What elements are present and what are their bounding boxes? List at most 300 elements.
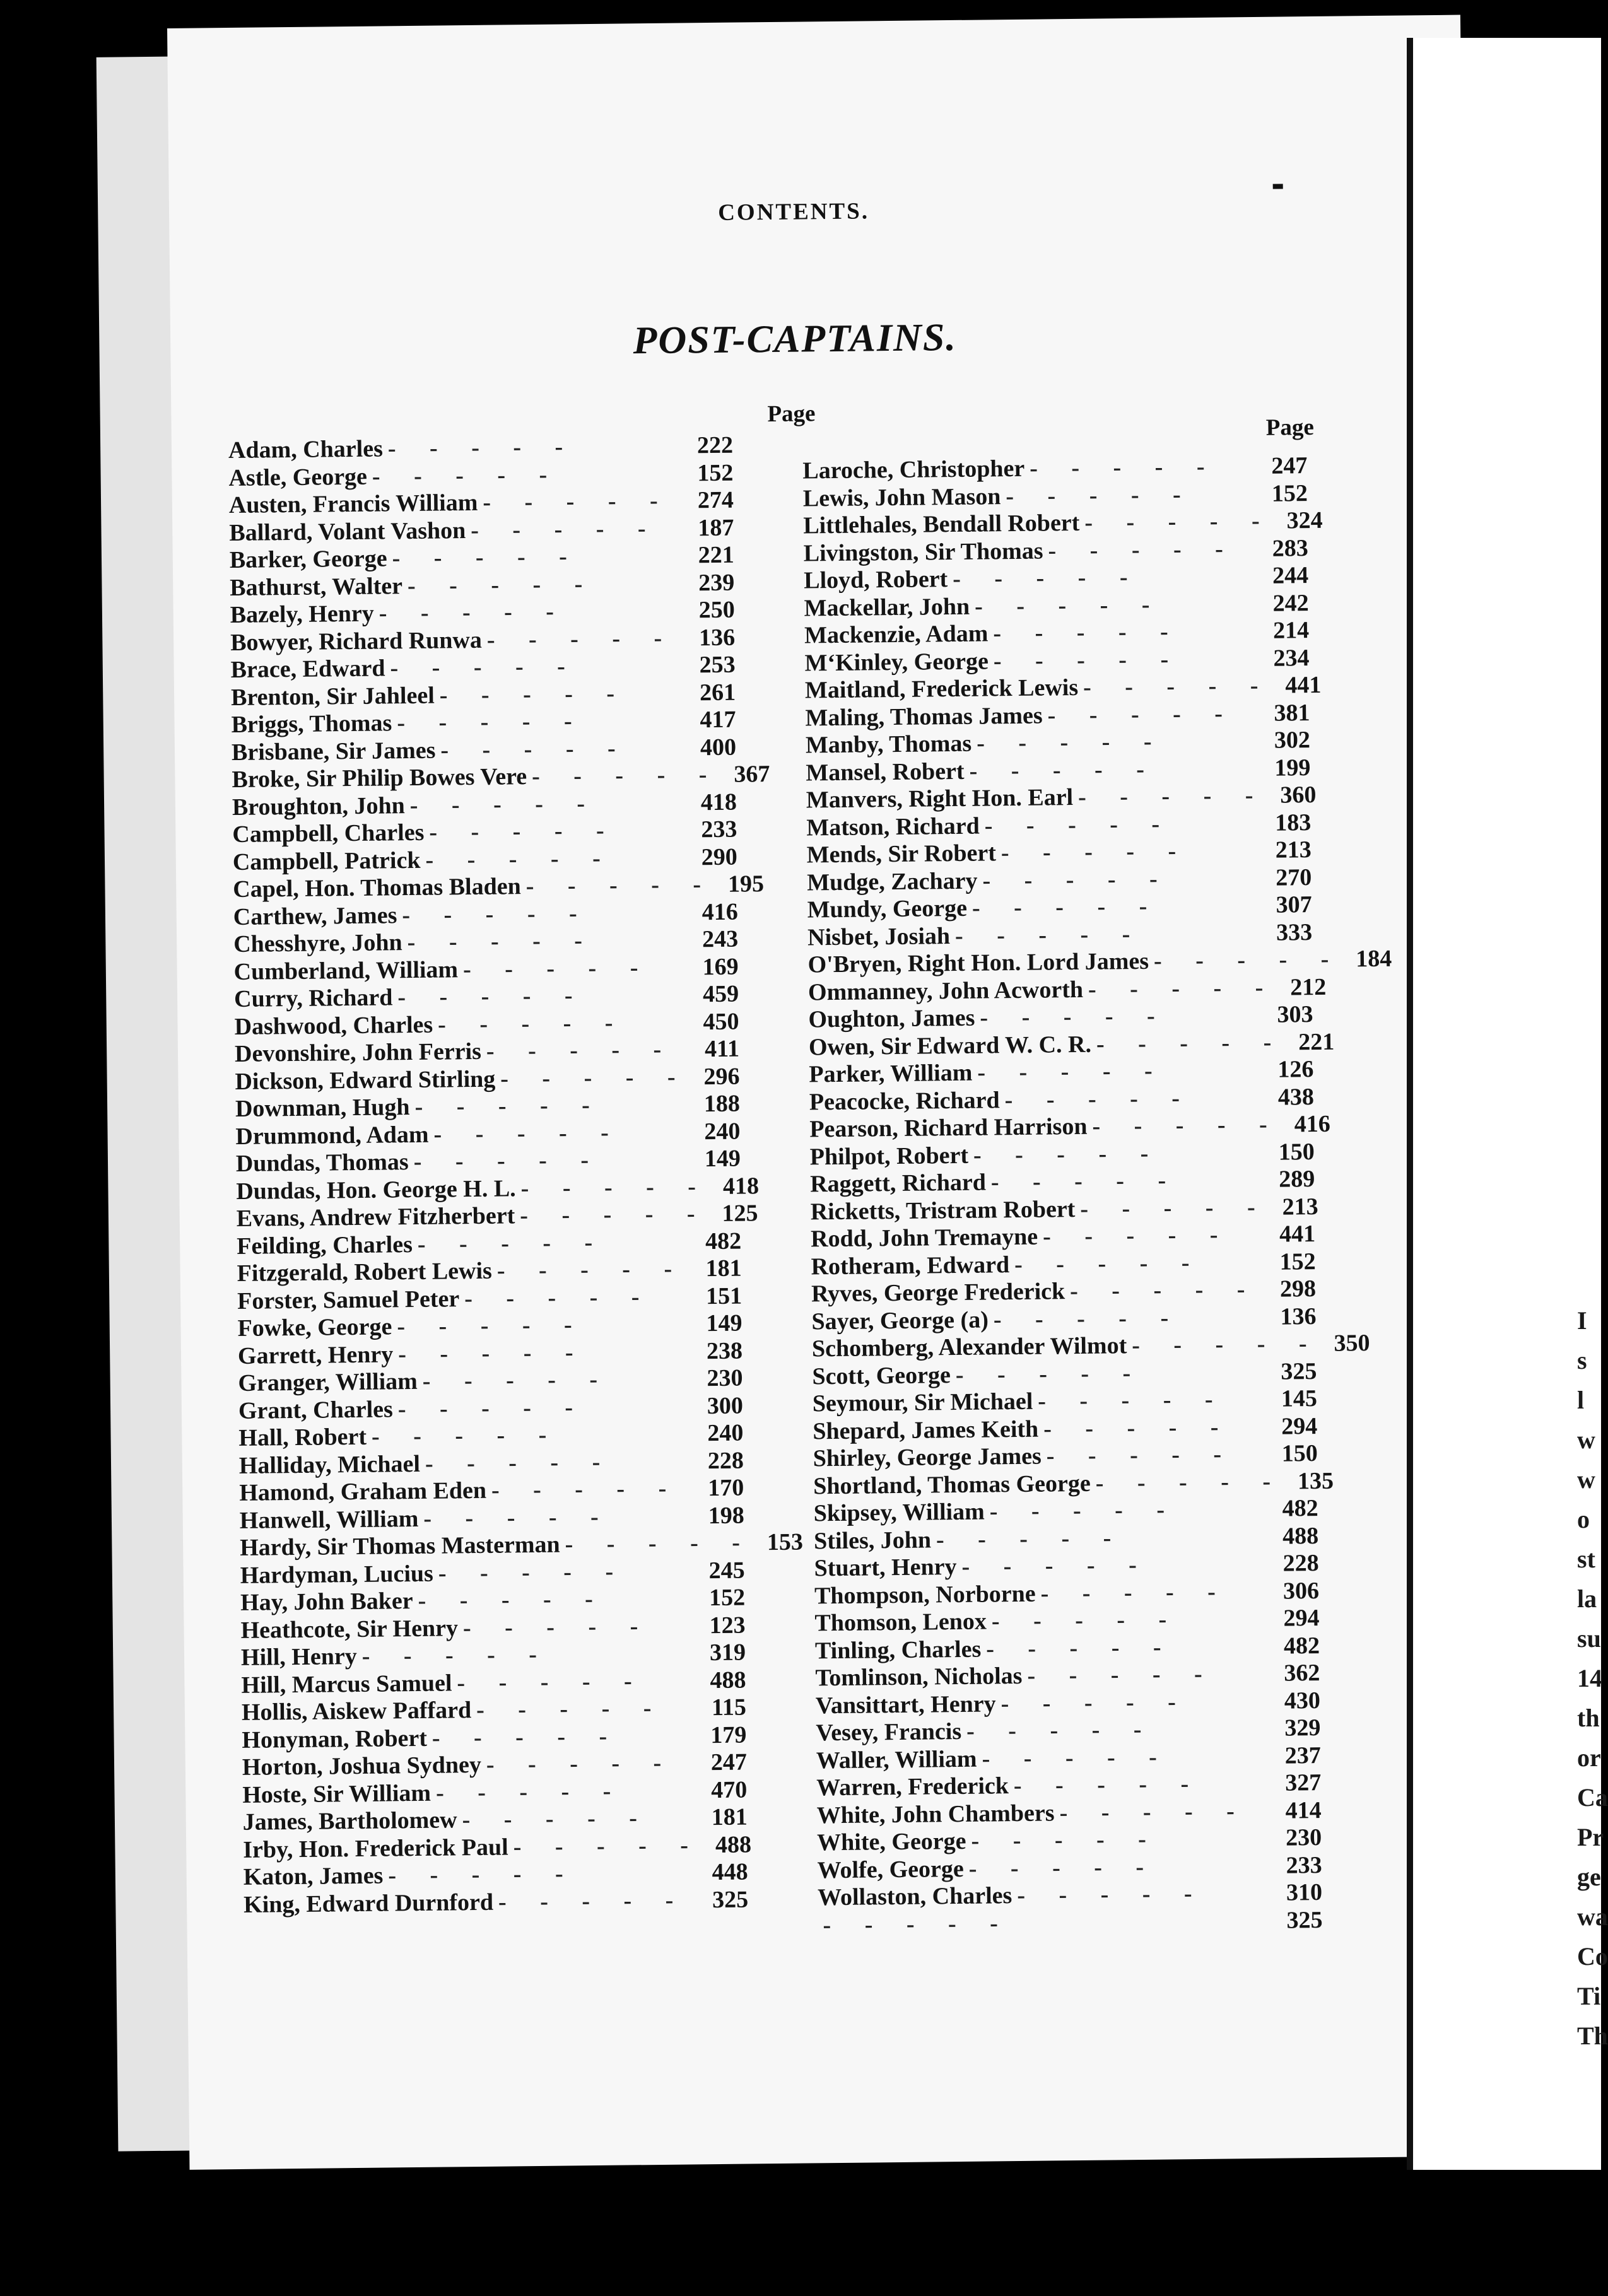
dot-leader: - - - - -	[402, 899, 591, 928]
dot-leader: - - - - -	[1042, 1221, 1232, 1250]
right-page-column-label: Page	[1265, 414, 1314, 441]
entry-page-number: 187	[698, 514, 734, 541]
entry-page-number: 198	[708, 1502, 744, 1529]
dot-leader: - - - - -	[973, 1140, 1163, 1169]
entry-name: Rotheram, Edward	[811, 1251, 1010, 1280]
entry-name: Mackellar, John	[804, 593, 970, 621]
dot-leader: - - - - -	[977, 1057, 1166, 1086]
entry-name: Hay, John Baker	[240, 1588, 413, 1616]
dot-leader: - - - - -	[361, 1641, 551, 1670]
entry-name: White, John Chambers	[816, 1799, 1055, 1829]
entry-page-number: 149	[704, 1145, 741, 1173]
entry-name: Bazely, Henry	[230, 600, 374, 629]
entry-name: Tomlinson, Nicholas	[815, 1662, 1023, 1692]
entry-page-number: 289	[1278, 1166, 1315, 1193]
dot-leader: - - - - -	[1080, 1193, 1269, 1222]
entry-name: Dickson, Edward Stirling	[235, 1065, 496, 1095]
facing-page-text-fragment: su	[1577, 1624, 1601, 1653]
entry-page-number: 416	[1294, 1110, 1330, 1138]
entry-name: Mundy, George	[807, 894, 968, 923]
entry-page-number: 181	[705, 1255, 742, 1282]
entry-page-number: 270	[1275, 864, 1312, 891]
entry-name: Thompson, Norborne	[814, 1580, 1036, 1609]
entry-page-number: 169	[702, 953, 739, 980]
entry-name: Fowke, George	[237, 1313, 392, 1342]
entry-name: Horton, Joshua Sydney	[242, 1751, 482, 1781]
entry-name: Ricketts, Tristram Robert	[810, 1195, 1076, 1225]
dot-leader: - - - - -	[429, 817, 618, 846]
entry-page-number: 300	[707, 1392, 744, 1419]
dot-leader: - - - - -	[982, 1743, 1171, 1772]
dot-leader: - - - - -	[1001, 838, 1190, 867]
entry-page-number: 243	[701, 925, 739, 953]
entry-name: Stuart, Henry	[814, 1554, 957, 1582]
entry-page-number: 360	[1280, 781, 1317, 809]
dot-leader: - - - - -	[1047, 700, 1237, 729]
entry-name: Mends, Sir Robert	[806, 840, 997, 869]
dot-leader: - - - - -	[1069, 1275, 1259, 1305]
dot-leader: - - - - -	[969, 756, 1159, 785]
entry-page-number: 294	[1283, 1605, 1320, 1632]
entry-name: Littlehales, Bendall Robert	[803, 509, 1080, 539]
dot-leader: - - - - -	[1077, 782, 1267, 811]
entry-page-number: 221	[698, 541, 735, 569]
dot-leader: - - - - -	[513, 1831, 703, 1860]
entry-page-number: 212	[1290, 973, 1327, 1000]
printer-mark	[1273, 184, 1283, 189]
dot-leader: - - - - -	[980, 1002, 1169, 1031]
dot-leader: - - - - -	[1083, 672, 1272, 701]
dot-leader: - - - - -	[1004, 1084, 1194, 1113]
dot-leader: - - - - -	[397, 708, 586, 737]
entry-name: Forster, Samuel Peter	[237, 1285, 460, 1315]
entry-page-number: 230	[707, 1364, 743, 1392]
facing-page-text-fragment: w	[1577, 1426, 1595, 1454]
entry-name: Skipsey, William	[813, 1498, 985, 1527]
dot-leader: - - - - -	[1014, 1249, 1204, 1278]
dot-leader: - - - - -	[954, 920, 1144, 949]
dot-leader: - - - - -	[520, 1173, 710, 1202]
entry-name: Bathurst, Walter	[230, 572, 403, 601]
entry-page-number: 302	[1274, 727, 1311, 754]
entry-name: Sayer, George (a)	[811, 1306, 989, 1335]
entry-name: Cumberland, William	[233, 956, 459, 985]
entry-page-number: 213	[1275, 836, 1312, 864]
entry-name: Scott, George	[812, 1361, 951, 1390]
entry-page-number: 325	[712, 1886, 749, 1913]
facing-page-text-fragment: o	[1577, 1505, 1590, 1533]
entry-page-number: 324	[1286, 507, 1323, 534]
entry-page-number: 450	[703, 1008, 739, 1035]
entry-name: Laroche, Christopher	[802, 455, 1025, 484]
entry-name: Katon, James	[243, 1862, 384, 1890]
facing-page-text-fragment: Co	[1577, 1942, 1608, 1971]
entry-page-number: 482	[705, 1227, 742, 1255]
entry-name: Fitzgerald, Robert Lewis	[237, 1257, 493, 1287]
entry-page-number: 126	[1277, 1056, 1314, 1083]
dot-leader: - - - - -	[437, 1009, 627, 1038]
entry-page-number: 153	[766, 1528, 804, 1556]
dot-leader: - - - - -	[961, 1551, 1151, 1580]
entry-page-number: 441	[1279, 1221, 1316, 1248]
entry-page-number: 183	[1275, 809, 1312, 836]
entry-name: Nisbet, Josiah	[807, 922, 951, 951]
facing-page-text-fragment: th	[1577, 1704, 1600, 1732]
dot-leader: - - - - -	[433, 1119, 623, 1148]
entry-name: Waller, William	[816, 1745, 977, 1774]
entry-name: Manby, Thomas	[805, 730, 972, 759]
dot-leader: - - - - -	[1059, 1797, 1249, 1826]
dot-leader: - - - - -	[1048, 535, 1238, 564]
entry-name: Briggs, Thomas	[231, 710, 392, 738]
entry-page-number: 152	[708, 1584, 746, 1612]
entry-page-number: 261	[699, 679, 736, 706]
dot-leader: - - - - -	[1043, 1413, 1233, 1443]
dot-leader: - - - - -	[486, 624, 676, 653]
dot-leader: - - - - -	[413, 1146, 603, 1176]
entry-page-number: 240	[707, 1419, 744, 1447]
entry-page-number: 482	[1282, 1495, 1318, 1522]
dot-leader: - - - - -	[407, 927, 597, 956]
index-entry	[244, 1885, 748, 1918]
entry-page-number: 298	[1279, 1275, 1317, 1303]
dot-leader: - - - - -	[418, 1585, 607, 1614]
right-index-column	[802, 452, 1392, 1938]
dot-leader: - - - - -	[1046, 1441, 1236, 1470]
entry-page-number: 150	[1281, 1440, 1318, 1467]
entry-name: Rodd, John Tremayne	[810, 1223, 1038, 1253]
dot-leader: - - - - -	[372, 461, 561, 490]
entry-name: Austen, Francis William	[228, 489, 478, 519]
entry-page-number: 470	[711, 1776, 748, 1803]
dot-leader: - - - - -	[425, 845, 614, 874]
entry-page-number: 310	[1286, 1878, 1323, 1906]
dot-leader: - - - - -	[982, 865, 1171, 894]
entry-name: Tinling, Charles	[814, 1636, 982, 1664]
entry-page-number: 362	[1284, 1660, 1320, 1687]
dot-leader: - - - - -	[397, 1311, 586, 1340]
contents-page	[167, 15, 1482, 2170]
facing-page-text-fragment: I	[1577, 1306, 1587, 1335]
dot-leader: - - - - -	[498, 1887, 688, 1916]
entry-name: Philpot, Robert	[809, 1142, 969, 1170]
facing-page-text-fragment: 14	[1577, 1664, 1602, 1692]
entry-name: Livingston, Sir Thomas	[803, 537, 1043, 566]
entry-name: Hill, Marcus Samuel	[241, 1669, 452, 1699]
entry-page-number: 400	[700, 734, 737, 761]
dot-leader: - - - - -	[565, 1529, 754, 1558]
dot-leader: - - - - -	[991, 1606, 1181, 1635]
entry-name: Hamond, Graham Eden	[239, 1477, 487, 1506]
dot-leader: - - - - -	[431, 1723, 621, 1752]
entry-page-number: 274	[697, 486, 734, 514]
entry-page-number: 136	[1280, 1303, 1317, 1330]
left-page-column-label: Page	[767, 401, 816, 428]
entry-page-number: 152	[1271, 479, 1308, 507]
entry-name: Campbell, Charles	[232, 819, 425, 848]
entry-name: Brisbane, Sir James	[231, 737, 436, 766]
entry-page-number: 430	[1284, 1687, 1321, 1714]
entry-name: Shortland, Thomas George	[813, 1470, 1091, 1499]
dot-leader: - - - - -	[407, 570, 597, 599]
entry-page-number: 418	[700, 788, 737, 816]
entry-page-number: 222	[696, 431, 734, 459]
entry-page-number: 151	[705, 1282, 742, 1309]
entry-page-number: 350	[1334, 1330, 1370, 1357]
entry-name: Mudge, Zachary	[807, 867, 978, 896]
dot-leader: - - - - -	[1040, 1578, 1230, 1607]
entry-page-number: 416	[701, 898, 738, 925]
entry-page-number: 250	[698, 596, 735, 624]
entry-page-number: 488	[1282, 1522, 1319, 1550]
dot-leader: - - - - -	[977, 728, 1166, 757]
entry-page-number: 327	[1285, 1769, 1322, 1796]
entry-page-number: 238	[706, 1337, 743, 1364]
facing-page-text-fragment: wa	[1577, 1902, 1608, 1931]
entry-page-number: 418	[722, 1172, 760, 1200]
entry-name: Hall, Robert	[238, 1423, 367, 1451]
entry-name: Dundas, Hon. George H. L.	[236, 1174, 516, 1205]
entry-name: Ommanney, John Acworth	[807, 976, 1084, 1005]
dot-leader: - - - - -	[440, 734, 630, 764]
entry-page-number: 417	[700, 706, 736, 734]
dot-leader: - - - - -	[496, 1255, 686, 1284]
dot-leader: - - - - -	[531, 761, 721, 790]
dot-leader: - - - - -	[438, 1558, 628, 1587]
dot-leader: - - - - -	[476, 1694, 666, 1724]
entry-name: Hardy, Sir Thomas Masterman	[240, 1531, 560, 1561]
entry-page-number: 244	[1272, 562, 1309, 589]
dot-leader: - - - - -	[464, 1283, 654, 1312]
dot-leader: - - - - -	[993, 1304, 1183, 1333]
entry-page-number: 195	[727, 870, 765, 898]
entry-page-number: 381	[1274, 699, 1310, 727]
entry-page-number: 448	[712, 1858, 748, 1886]
dot-leader: - - - - -	[1084, 507, 1274, 536]
dot-leader: - - - - -	[1027, 1660, 1216, 1689]
dot-leader: - - - - -	[1096, 1029, 1286, 1058]
dot-leader: - - - - -	[1132, 1330, 1321, 1359]
entry-name: Downman, Hugh	[235, 1094, 410, 1122]
entry-name: Carthew, James	[233, 901, 397, 930]
dot-leader: - - - - -	[1017, 1880, 1206, 1909]
entry-name: Owen, Sir Edward W. C. R.	[808, 1031, 1092, 1060]
dot-leader: - - - - -	[971, 893, 1161, 922]
facing-page-edge	[1407, 38, 1608, 2170]
entry-name: Evans, Andrew Fitzherbert	[236, 1202, 515, 1232]
entry-name: Hill, Henry	[240, 1643, 357, 1671]
dot-leader: - - - - -	[993, 645, 1183, 674]
facing-page-text-fragment: s	[1577, 1346, 1587, 1374]
dot-leader: - - - - -	[936, 1524, 1125, 1553]
entry-name: Grant, Charles	[238, 1395, 394, 1424]
entry-page-number: 234	[1273, 644, 1310, 672]
entry-name: Schomberg, Alexander Wilmot	[811, 1332, 1127, 1362]
dot-leader: - - - - -	[417, 1229, 607, 1258]
dot-leader: - - - - -	[1095, 1468, 1285, 1497]
dot-leader: - - - - -	[1153, 946, 1343, 975]
entry-page-number: 247	[710, 1748, 748, 1776]
facing-page-text-fragment: Th	[1577, 2022, 1608, 2050]
entry-name: Campbell, Patrick	[232, 846, 421, 876]
dot-leader: - - - - -	[390, 653, 580, 682]
dot-leader: - - - - -	[1006, 481, 1195, 510]
dot-leader: - - - - -	[457, 1667, 646, 1696]
entry-name: Honyman, Robert	[242, 1725, 428, 1754]
entry-page-number: 150	[1278, 1138, 1315, 1166]
dot-leader: - - - - -	[397, 982, 587, 1011]
dot-leader: - - - - -	[462, 1612, 652, 1641]
entry-page-number: 170	[708, 1474, 744, 1502]
dot-leader: - - - - -	[993, 618, 1182, 647]
dot-leader: - - - - -	[971, 1825, 1161, 1854]
dot-leader: - - - - -	[968, 1853, 1158, 1882]
entry-page-number: 303	[1277, 1001, 1313, 1028]
entry-name: Astle, George	[228, 463, 368, 491]
entry-name: Drummond, Adam	[235, 1121, 429, 1150]
entry-name: King, Edward Durnford	[243, 1889, 494, 1918]
entry-page-number: 333	[1276, 918, 1313, 946]
entry-name: Halliday, Michael	[238, 1450, 421, 1479]
entry-name: Ballard, Volant Vashon	[229, 517, 466, 546]
dot-leader: - - - - -	[974, 591, 1164, 620]
dot-leader: - - - - -	[397, 1393, 587, 1422]
facing-page-text-fragment: ge	[1577, 1863, 1601, 1891]
dot-leader: - - - - -	[379, 598, 568, 627]
entry-page-number: 325	[1286, 1906, 1323, 1934]
facing-page-text-fragment: st	[1577, 1545, 1595, 1573]
entry-page-number: 411	[704, 1035, 740, 1063]
dot-leader: - - - - -	[525, 870, 715, 900]
entry-name: Shepard, James Keith	[813, 1415, 1039, 1444]
entry-name: Stiles, John	[813, 1526, 932, 1554]
entry-page-number: 296	[703, 1063, 740, 1090]
dot-leader: - - - - -	[990, 1167, 1180, 1196]
entry-name: Broughton, John	[232, 792, 405, 821]
dot-leader: - - - - -	[439, 679, 629, 709]
facing-page-text-fragment: la	[1577, 1584, 1597, 1613]
entry-page-number: 239	[698, 569, 735, 596]
entry-page-number: 188	[703, 1090, 741, 1118]
entry-name: Hanwell, William	[239, 1505, 419, 1534]
entry-name: Wolfe, George	[817, 1855, 964, 1883]
entry-page-number: 242	[1272, 589, 1309, 617]
entry-name: Granger, William	[238, 1368, 418, 1397]
entry-page-number: 228	[707, 1447, 744, 1474]
entry-name: O'Bryen, Right Hon. Lord James	[807, 947, 1149, 978]
dot-leader: - - - - -	[1013, 1770, 1203, 1800]
entry-page-number: 152	[1279, 1248, 1316, 1275]
dot-leader: - - - - -	[425, 1448, 614, 1477]
entry-page-number: 488	[710, 1666, 746, 1694]
dot-leader: - - - - -	[500, 1063, 690, 1092]
entry-name: Brace, Edward	[230, 655, 385, 684]
entry-name: Feilding, Charles	[237, 1231, 413, 1260]
dot-leader: - - - - -	[435, 1778, 625, 1807]
entry-page-number: 115	[711, 1694, 747, 1721]
facing-page-text-fragment: l	[1577, 1386, 1585, 1414]
entry-name: Brenton, Sir Jahleel	[230, 682, 435, 711]
dot-leader: - - - - -	[955, 1359, 1145, 1388]
dot-leader: - - - - -	[1030, 453, 1219, 482]
left-index-column	[228, 431, 804, 1918]
dot-leader: - - - - -	[462, 1805, 652, 1834]
entry-page-number: 228	[1282, 1550, 1319, 1577]
entry-page-number: 221	[1298, 1028, 1335, 1055]
entry-name: Hoste, Sir William	[242, 1779, 431, 1808]
entry-page-number: 245	[708, 1557, 745, 1584]
entry-page-number: 213	[1282, 1193, 1318, 1221]
entry-page-number: 283	[1272, 534, 1308, 562]
entry-page-number: 152	[697, 459, 734, 486]
dot-leader: - - - - -	[491, 1475, 681, 1504]
entry-name: Wollaston, Charles	[817, 1882, 1012, 1911]
entry-page-number: 488	[715, 1830, 752, 1858]
entry-name: Raggett, Richard	[810, 1169, 987, 1198]
entry-name: Irby, Hon. Frederick Paul	[243, 1833, 508, 1863]
dot-leader: - - - - -	[423, 1503, 613, 1532]
entry-name: Capel, Hon. Thomas Bladen	[233, 873, 521, 903]
dot-leader: - - - - -	[989, 1496, 1179, 1525]
entry-name: Barker, George	[229, 545, 387, 574]
dot-leader: - - - - -	[414, 1091, 604, 1120]
entry-page-number: 136	[698, 624, 736, 651]
entry-name: Manvers, Right Hon. Earl	[806, 784, 1074, 814]
entry-page-number: 290	[701, 843, 738, 870]
entry-page-number: 367	[734, 761, 770, 788]
dot-leader: - - - - -	[520, 1200, 709, 1229]
entry-name: White, George	[816, 1827, 966, 1856]
index-entry	[818, 1906, 1322, 1938]
dot-leader: - - - - -	[1088, 974, 1277, 1003]
entry-name: Vesey, Francis	[816, 1718, 962, 1747]
entry-name: M‘Kinley, George	[804, 647, 989, 676]
dot-leader: - - - - -	[387, 433, 577, 462]
entry-page-number: 149	[706, 1309, 742, 1337]
dot-leader: - - - - -	[486, 1036, 676, 1065]
entry-page-number: 253	[699, 651, 736, 679]
entry-page-number: 237	[1284, 1742, 1321, 1769]
facing-page-text-fragment: Ti	[1577, 1982, 1601, 2010]
entry-name: James, Bartholomew	[242, 1807, 457, 1836]
entry-page-number: 199	[1274, 754, 1311, 782]
entry-page-number: 233	[1286, 1851, 1322, 1879]
entry-name: Shirley, George James	[813, 1443, 1042, 1472]
dot-leader: - - - - -	[462, 954, 652, 983]
dot-leader: - - - - -	[984, 810, 1174, 839]
entry-page-number: 179	[710, 1721, 747, 1748]
entry-page-number: 319	[709, 1639, 746, 1666]
entry-name: Curry, Richard	[233, 984, 393, 1012]
entry-name: Lewis, John Mason	[802, 483, 1001, 512]
dot-leader: - - - - -	[986, 1633, 1175, 1663]
dot-leader: - - - - -	[392, 543, 582, 572]
facing-page-text-fragment: w	[1577, 1465, 1595, 1494]
entry-name: Dashwood, Charles	[234, 1011, 433, 1040]
entry-name: Lloyd, Robert	[804, 566, 948, 594]
dot-leader: - - - - -	[422, 1366, 612, 1395]
dot-leader: - - - - -	[952, 563, 1142, 593]
entry-page-number: 125	[722, 1200, 758, 1227]
entry-name: Ryves, George Frederick	[811, 1278, 1065, 1308]
entry-page-number: 233	[701, 816, 737, 843]
entry-page-number: 230	[1285, 1824, 1322, 1851]
entry-page-number: 414	[1285, 1796, 1322, 1824]
entry-name: Vansittart, Henry	[815, 1690, 996, 1719]
facing-page-text-fragment: Ca	[1577, 1783, 1608, 1812]
entry-page-number: 247	[1271, 452, 1308, 479]
entry-name: Bowyer, Richard Runwa	[230, 626, 483, 656]
